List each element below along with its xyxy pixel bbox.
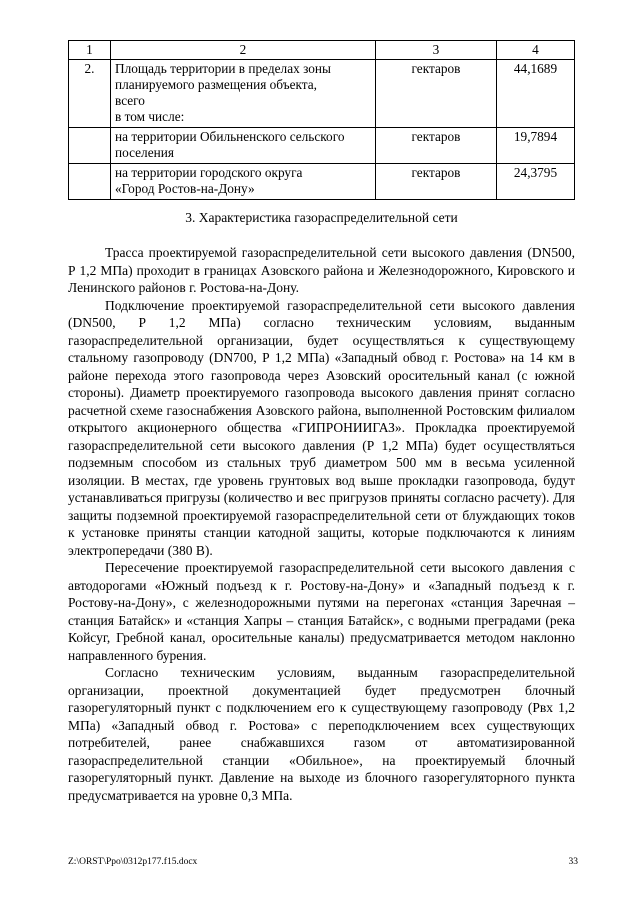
table-header-cell: 1 <box>69 41 111 60</box>
table-header-cell: 4 <box>497 41 575 60</box>
table-header-cell: 2 <box>111 41 376 60</box>
row-unit: гектаров <box>376 164 497 200</box>
row-number <box>69 164 111 200</box>
paragraph: Трасса проектируемой газораспределительной сети высокого давления (DN500, Р 1,2 МПа) проходит в границах Азовского района и Железнодорожного, Кировского и Ленинского районов г. Ростова-на-Дону. <box>68 245 575 295</box>
row-unit: гектаров <box>376 128 497 164</box>
paragraph: Подключение проектируемой газораспределительной сети высокого давления (DN500, Р 1,2 МПа) согласно техническим условиям, выданным газораспределительной организации, будет осуществляться к существующему стальному газопроводу (DN700, Р 1,2 МПа) «Западный обвод г. Ростова» на 14 км в районе перехода этого газопровода через Азовский оросительный канал (с южной стороны). Диаметр проектируемого газопровода высокого давления принят согласно расчетной схеме газоснабжения Азовского района, выполненной Ростовским филиалом открытого акционерного общества «ГИПРОНИИГАЗ». Прокладка проектируемой газораспределительной сети высокого давления (Р 1,2 МПа) будет осуществляться подземным способом из стальных труб диаметром 500 мм в весьма усиленной изоляции. В местах, где уровень грунтовых вод выше прокладки газопровода, будут устанавливаться пригрузы (количество и вес пригрузов приняты согласно расчету). Для защиты подземной проектируемой газораспределительной сети от блуждающих токов к установке приняты станции катодной защиты, которые подключаются к линиям электропередачи (380 В). <box>68 297 575 558</box>
table-row <box>69 164 575 200</box>
body-text <box>68 244 575 804</box>
table-header-row <box>69 41 575 60</box>
description-line: Площадь территории в пределах зоны <box>115 61 331 76</box>
row-description <box>111 128 376 164</box>
description-line: планируемого размещения объекта, <box>115 77 317 92</box>
row-value: 24,3795 <box>497 164 575 200</box>
description-line: всего <box>115 93 145 108</box>
description-line: поселения <box>115 145 174 160</box>
paragraph: Согласно техническим условиям, выданным газораспределительной организации, проектной документацией будет предусмотрен блочный газорегуляторный пункт с подключением его к существующему газопроводу (Рвх 1,2 МПа) «Западный обвод г. Ростова» с переподключением всех существующих потребителей, ранее снабжавшихся газом от автоматизированной газораспределительной станции «Обильное», на проектируемый блочный газорегуляторный пункт. Давление на выходе из блочного газорегуляторного пункта предусматривается на уровне 0,3 МПа. <box>68 665 575 803</box>
row-description <box>111 164 376 200</box>
paragraph: Пересечение проектируемой газораспределительной сети высокого давления с автодорогами «Южный подъезд к г. Ростову-на-Дону» и «Западный подъезд к г. Ростову-на-Дону», с железнодорожными путями на перегонах «станция Заречная – станция Батайск» и «станция Хапры – станция Батайск», с водными преградами (река Койсуг, Гребной канал, оросительные каналы) предусматривается методом наклонно направленного бурения. <box>68 560 575 663</box>
table-header-cell: 3 <box>376 41 497 60</box>
description-line: на территории городского округа <box>115 165 303 180</box>
table-row <box>69 60 575 128</box>
description-line: на территории Обильненского сельского <box>115 129 345 144</box>
footer-page-number: 33 <box>568 857 578 867</box>
row-value: 44,1689 <box>497 60 575 128</box>
table-row <box>69 128 575 164</box>
footer-file-path: Z:\ORST\Ppo\0312p177.f15.docx <box>68 857 198 867</box>
territory-area-table <box>68 40 575 200</box>
section-heading: 3. Характеристика газораспределительной сети <box>185 210 458 225</box>
description-line: «Город Ростов-на-Дону» <box>115 181 255 196</box>
row-unit: гектаров <box>376 60 497 128</box>
row-description <box>111 60 376 128</box>
description-line: в том числе: <box>115 109 185 124</box>
row-number <box>69 128 111 164</box>
row-number: 2. <box>69 60 111 128</box>
row-value: 19,7894 <box>497 128 575 164</box>
